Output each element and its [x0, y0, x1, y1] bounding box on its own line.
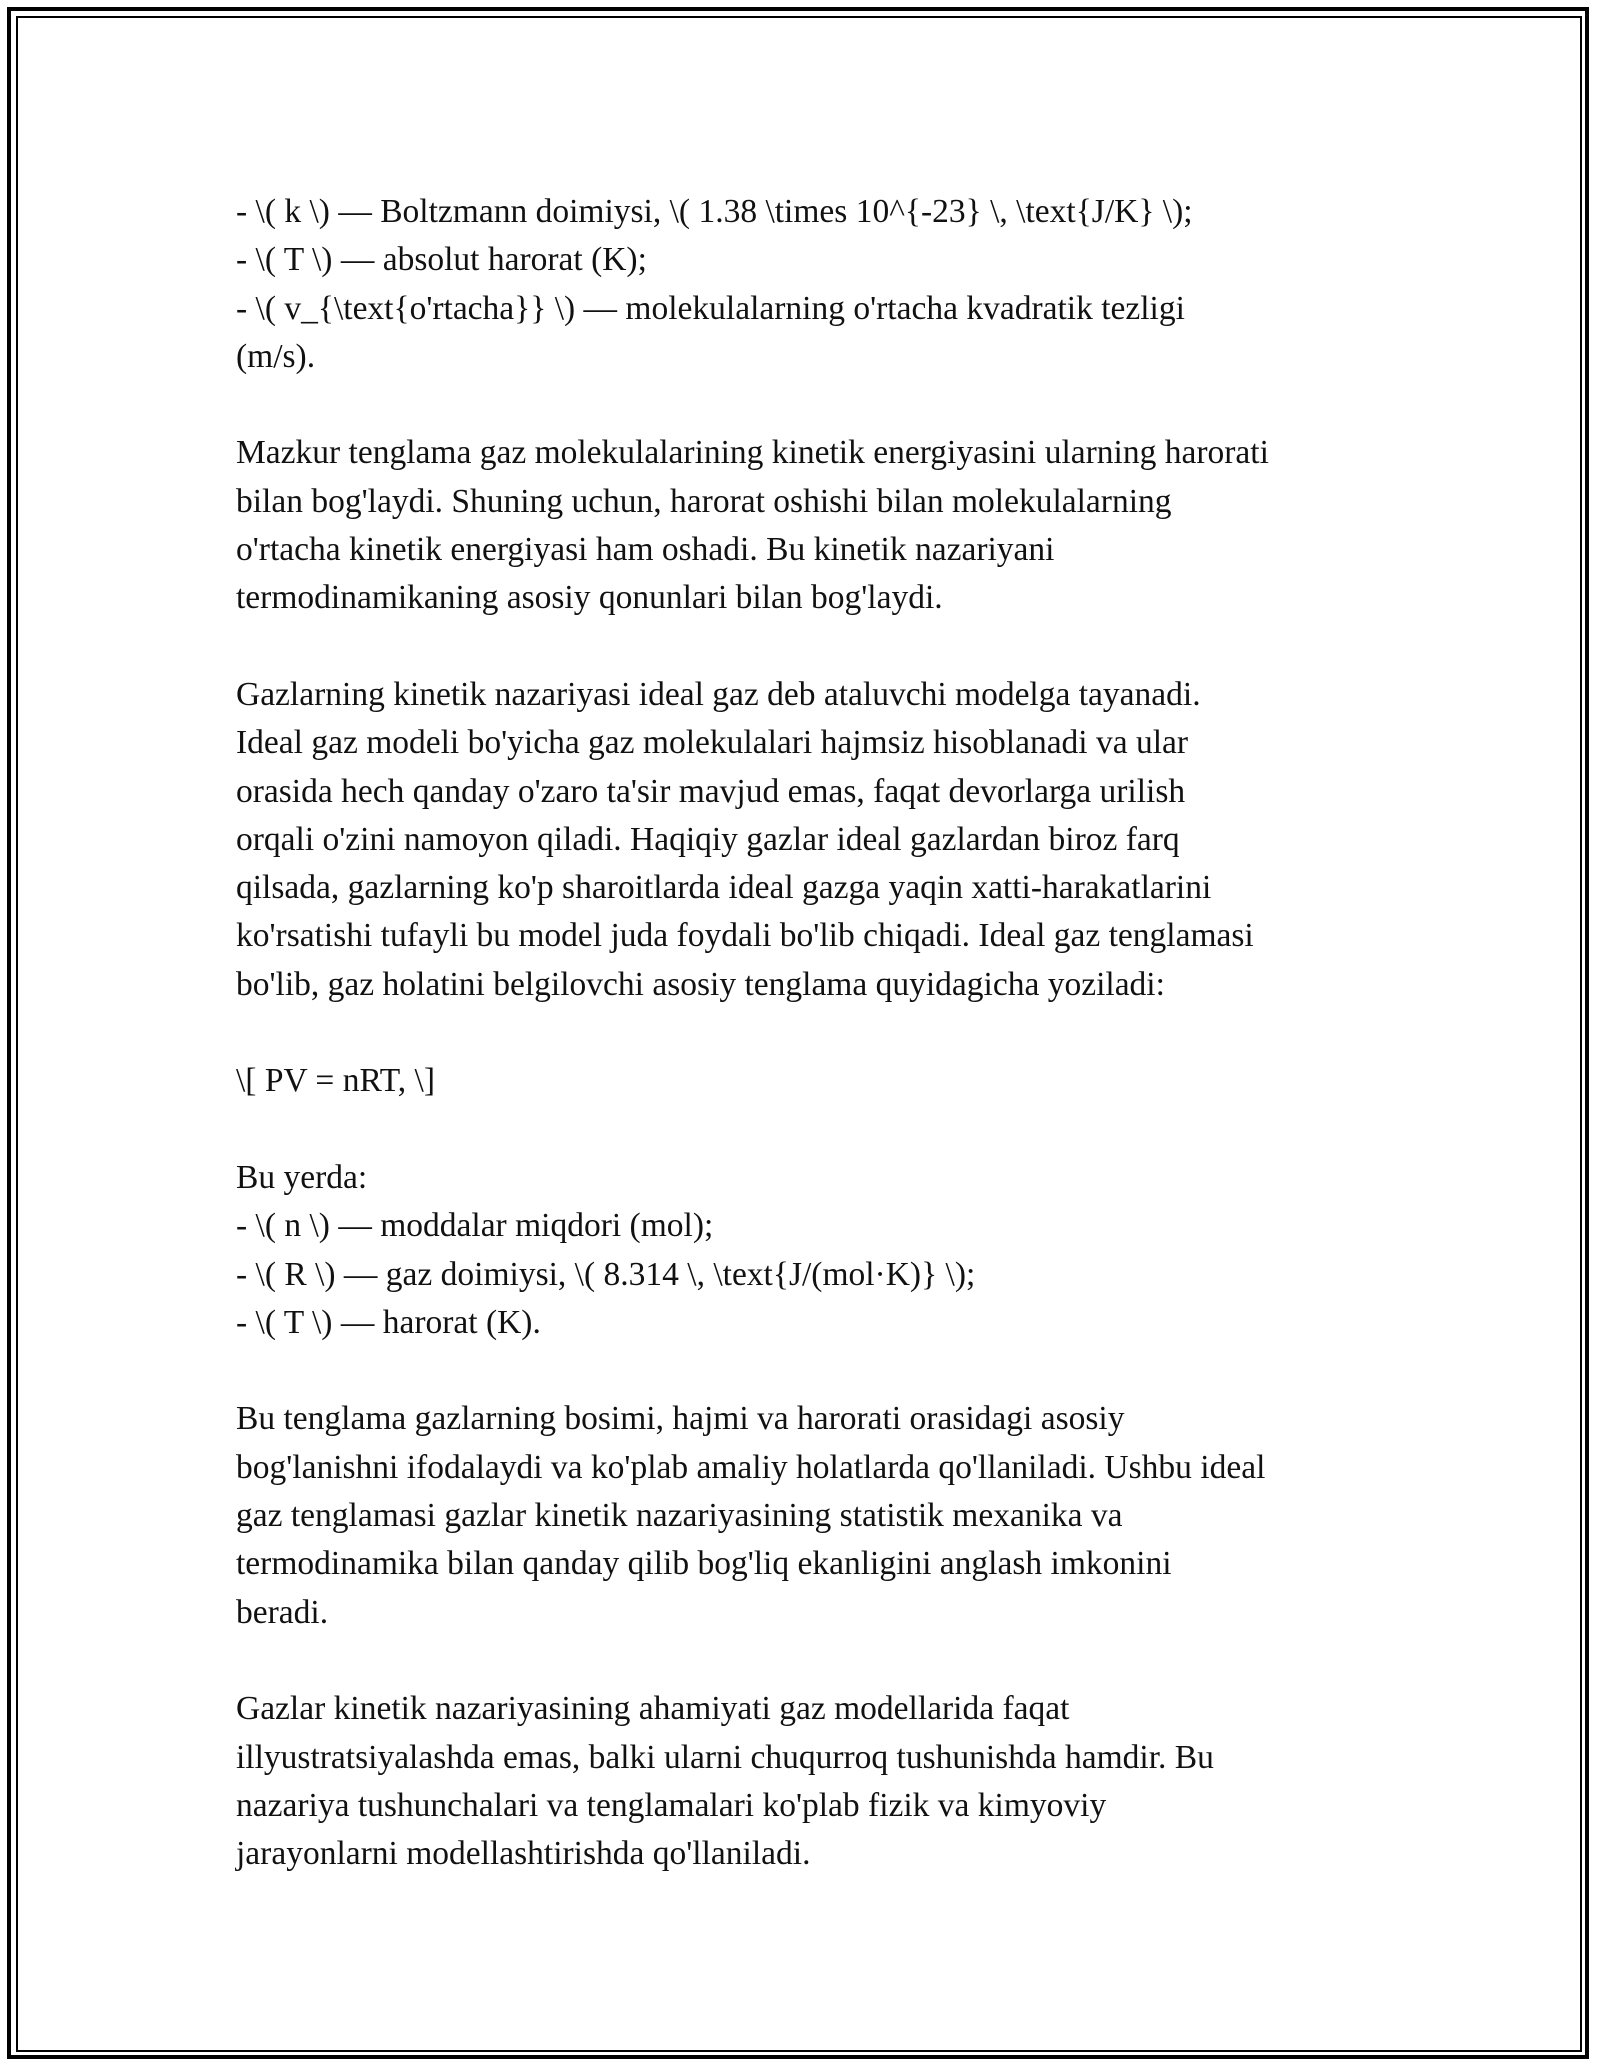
text-line: - \( n \) — moddalar miqdori (mol); — [236, 1207, 714, 1245]
paragraph-equation-meaning — [236, 1395, 1386, 1636]
text-line: termodinamika bilan qanday qilib bog'liq ekanligini anglash imkonini — [236, 1545, 1172, 1583]
text-line: illyustratsiyalashda emas, balki ularni chuqurroq tushunishda hamdir. Bu — [236, 1738, 1214, 1776]
text-line: Gazlar kinetik nazariyasining ahamiyati gaz modellarida faqat — [236, 1690, 1070, 1728]
text-line: bo'lib, gaz holatini belgilovchi asosiy tenglama quyidagicha yoziladi: — [236, 965, 1165, 1003]
definitions-list-2 — [236, 1154, 1386, 1347]
text-line: \[ PV = nRT, \] — [236, 1062, 435, 1100]
text-line: - \( k \) — Boltzmann doimiysi, \( 1.38 \times 10^{-23} \, \text{J/K} \); — [236, 193, 1193, 230]
text-line: bog'lanishni ifodalaydi va ko'plab amaliy holatlarda qo'llaniladi. Ushbu ideal — [236, 1448, 1266, 1486]
text-line: - \( R \) — gaz doimiysi, \( 8.314 \, \text{J/(mol·K)} \); — [236, 1255, 976, 1293]
equation-ideal-gas — [236, 1057, 1386, 1105]
text-line: gaz tenglamasi gazlar kinetik nazariyasining statistik mexanika va — [236, 1497, 1123, 1535]
paragraph-gap — [236, 1637, 1386, 1685]
text-line: termodinamikaning asosiy qonunlari bilan bog'laydi. — [236, 579, 943, 617]
text-line: (m/s). — [236, 337, 316, 375]
paragraph-ideal-gas — [236, 671, 1386, 1009]
text-line: bilan bog'laydi. Shuning uchun, harorat oshishi bilan molekulalarning — [236, 482, 1172, 520]
paragraph-importance — [236, 1685, 1386, 1878]
text-line: Mazkur tenglama gaz molekulalarining kinetik energiyasini ularning harorati — [236, 434, 1269, 472]
text-line: - \( T \) — harorat (K). — [236, 1303, 541, 1341]
text-line: jarayonlarni modellashtirishda qo'llaniladi. — [236, 1835, 811, 1873]
text-line: Bu yerda: — [236, 1158, 368, 1196]
text-line: - \( v_{\text{o'rtacha}} \) — molekulalarning o'rtacha kvadratik tezligi — [236, 289, 1185, 327]
paragraph-kinetic-energy — [236, 429, 1386, 622]
paragraph-gap — [236, 1106, 1386, 1154]
paragraph-gap — [236, 623, 1386, 671]
text-line: beradi. — [236, 1593, 329, 1631]
text-line: - \( T \) — absolut harorat (K); — [236, 241, 647, 279]
text-line: Bu tenglama gazlarning bosimi, hajmi va harorati orasidagi asosiy — [236, 1400, 1125, 1438]
paragraph-gap — [236, 381, 1386, 429]
text-line: ko'rsatishi tufayli bu model juda foydali bo'lib chiqadi. Ideal gaz tenglamasi — [236, 917, 1254, 955]
text-line: nazariya tushunchalari va tenglamalari ko'plab fizik va kimyoviy — [236, 1786, 1107, 1824]
paragraph-gap — [236, 1347, 1386, 1395]
text-line: o'rtacha kinetik energiyasi ham oshadi. Bu kinetik nazariyani — [236, 531, 1055, 569]
document-body — [236, 188, 1386, 1878]
paragraph-gap — [236, 1009, 1386, 1057]
text-line: qilsada, gazlarning ko'p sharoitlarda ideal gazga yaqin xatti-harakatlarini — [236, 869, 1212, 907]
text-line: orasida hech qanday o'zaro ta'sir mavjud emas, faqat devorlarga urilish — [236, 772, 1186, 810]
text-line: Ideal gaz modeli bo'yicha gaz molekulalari hajmsiz hisoblanadi va ular — [236, 724, 1189, 762]
text-line: orqali o'zini namoyon qiladi. Haqiqiy gazlar ideal gazlardan biroz farq — [236, 820, 1180, 858]
definitions-list-1 — [236, 188, 1386, 381]
text-line: Gazlarning kinetik nazariyasi ideal gaz deb ataluvchi modelga tayanadi. — [236, 675, 1201, 713]
